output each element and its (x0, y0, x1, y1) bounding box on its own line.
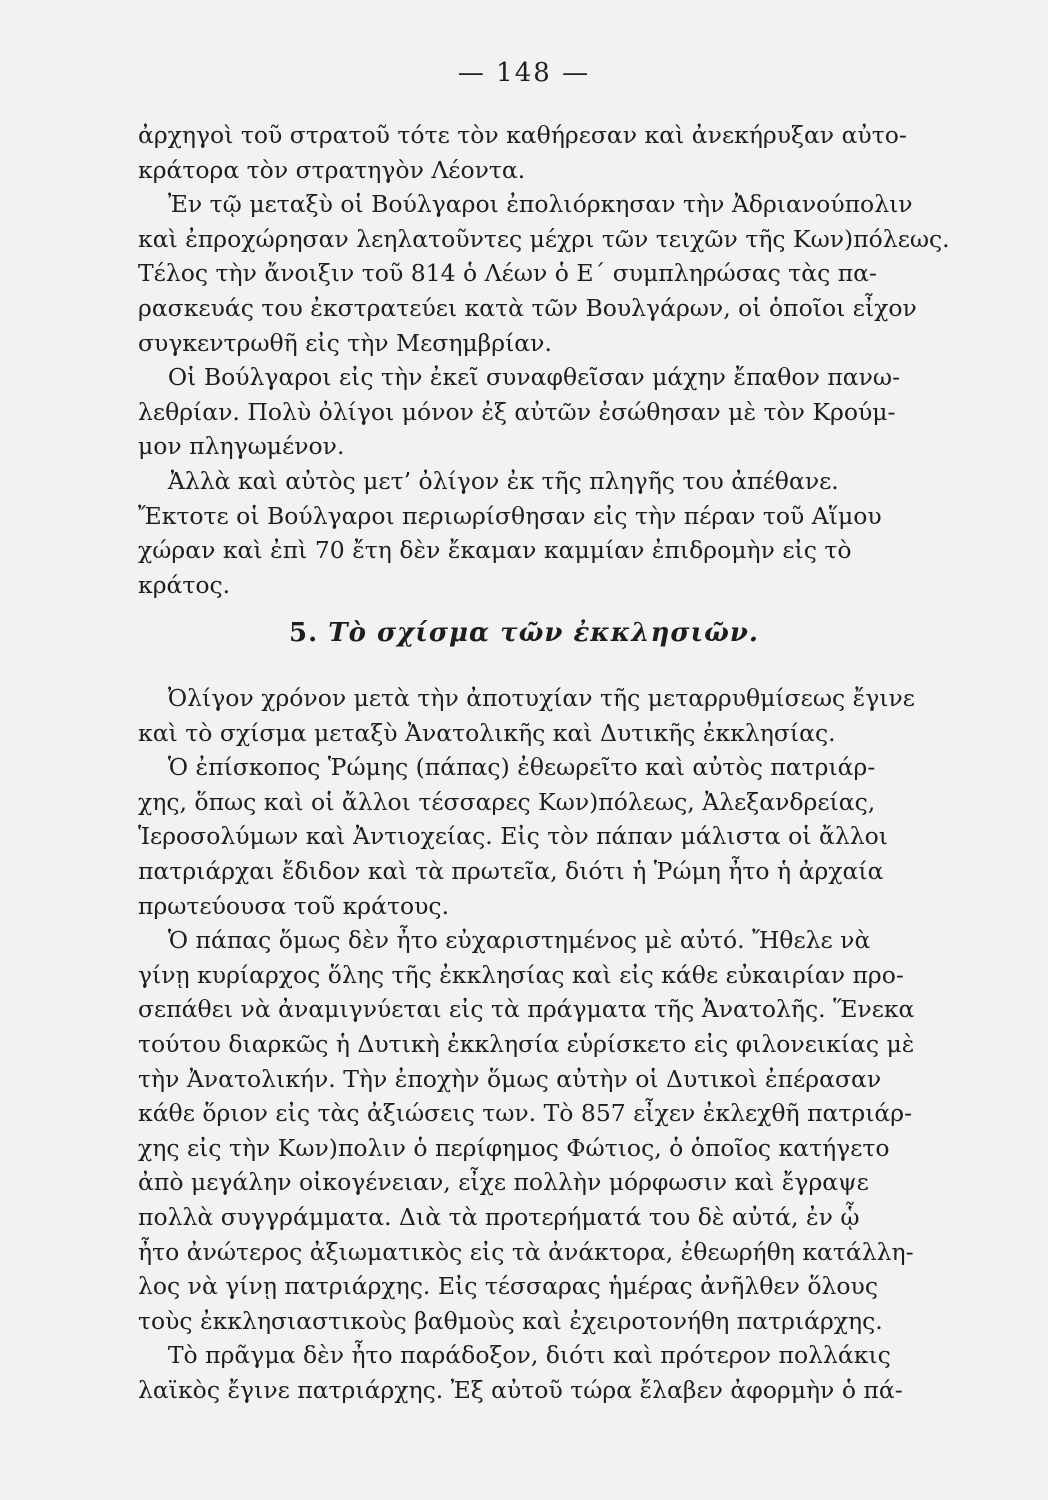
section-heading (0, 618, 1048, 648)
text-line: χης, ὅπως καὶ οἱ ἄλλοι τέσσαρες Κων)πόλεως, Ἀλεξανδρείας, (138, 787, 876, 816)
text-line: Ἐν τῷ μεταξὺ οἱ Βούλγαροι ἐπολιόρκησαν τὴν Ἀδριανούπολιν (138, 190, 913, 219)
text-line: μον πληγωμένον. (138, 432, 345, 461)
text-line: ἀρχηγοὶ τοῦ στρατοῦ τότε τὸν καθήρεσαν καὶ ἀνεκήρυξαν αὐτο- (138, 121, 907, 149)
text-line: συγκεντρωθῆ εἰς τὴν Μεσημβρίαν. (138, 328, 552, 357)
text-line: ἀπὸ μεγάλην οἰκογένειαν, εἶχε πολλὴν μόρφωσιν καὶ ἔγραψε (138, 1168, 869, 1197)
text-line: πολλὰ συγγράμματα. Διὰ τὰ προτερήματά του δὲ αὐτά, ἐν ᾧ (138, 1202, 860, 1231)
text-line: κράτος. (138, 570, 231, 599)
text-line: Ὁ ἐπίσκοπος Ῥώμης (πάπας) ἐθεωρεῖτο καὶ αὐτὸς πατριάρ- (138, 753, 876, 782)
text-line: γίνῃ κυρίαρχος ὅλης τῆς ἐκκλησίας καὶ εἰς κάθε εὐκαιρίαν προ- (138, 960, 904, 989)
text-line: λος νὰ γίνῃ πατριάρχης. Εἰς τέσσαρας ἡμέρας ἀνῆλθεν ὅλους (138, 1272, 878, 1301)
text-line: κράτορα τὸν στρατηγὸν Λέοντα. (138, 155, 526, 184)
text-line: Οἱ Βούλγαροι εἰς τὴν ἐκεῖ συναφθεῖσαν μάχην ἔπαθον πανω- (138, 363, 901, 392)
text-line: πρωτεύουσα τοῦ κράτους. (138, 891, 450, 920)
text-line: ἦτο ἀνώτερος ἀξιωματικὸς εἰς τὰ ἀνάκτορα, ἐθεωρήθη κατάλλη- (138, 1237, 914, 1266)
text-line: χης εἰς τὴν Κων)πολιν ὁ περίφημος Φώτιος, ὁ ὁποῖος κατήγετο (138, 1133, 890, 1162)
text-line: Ἔκτοτε οἱ Βούλγαροι περιωρίσθησαν εἰς τὴν πέραν τοῦ Αἵμου (138, 501, 882, 530)
text-block-church-schism (138, 681, 986, 1407)
text-line: Ἀλλὰ καὶ αὐτὸς μετ’ ὀλίγον ἐκ τῆς πληγῆς του ἀπέθανε. (138, 466, 839, 495)
text-line: τὴν Ἀνατολικήν. Τὴν ἐποχὴν ὅμως αὐτὴν οἱ Δυτικοὶ ἐπέρασαν (138, 1064, 882, 1093)
text-line: πατριάρχαι ἔδιδον καὶ τὰ πρωτεῖα, διότι ἡ Ῥώμη ἦτο ἡ ἀρχαία (138, 856, 884, 885)
text-line: καὶ ἐπροχώρησαν λεηλατοῦντες μέχρι τῶν τειχῶν τῆς Κων)πόλεως. (138, 224, 950, 253)
text-line: ρασκευάς του ἐκστρατεύει κατὰ τῶν Βουλγάρων, οἱ ὁποῖοι εἶχον (138, 293, 917, 322)
text-line: Ὀλίγον χρόνον μετὰ τὴν ἀποτυχίαν τῆς μεταρρυθμίσεως ἔγινε (138, 684, 915, 712)
text-line: λεθρίαν. Πολὺ ὀλίγοι μόνον ἐξ αὐτῶν ἐσώθησαν μὲ τὸν Κρούμ- (138, 397, 896, 426)
text-line: Τὸ πρᾶγμα δὲν ἦτο παράδοξον, διότι καὶ πρότερον πολλάκις (138, 1341, 891, 1370)
text-line: καὶ τὸ σχίσμα μεταξὺ Ἀνατολικῆς καὶ Δυτικῆς ἐκκλησίας. (138, 718, 836, 747)
page-number: — 148 — (457, 58, 591, 88)
text-line: τοὺς ἐκκλησιαστικοὺς βαθμοὺς καὶ ἐχειροτονήθη πατριάρχης. (138, 1306, 883, 1335)
section-number: 5. (289, 618, 319, 648)
text-line: Ἱεροσολύμων καὶ Ἀντιοχείας. Εἰς τὸν πάπαν μάλιστα οἱ ἄλλοι (138, 822, 888, 851)
section-title: Τὸ σχίσμα τῶν ἐκκλησιῶν. (328, 618, 759, 648)
text-line: χώραν καὶ ἐπὶ 70 ἔτη δὲν ἔκαμαν καμμίαν ἐπιδρομὴν εἰς τὸ (138, 536, 852, 565)
text-line: Ὁ πάπας ὅμως δὲν ἦτο εὐχαριστημένος μὲ αὐτό. Ἤθελε νὰ (138, 926, 871, 955)
text-block-byzantine-bulgarian-war (138, 118, 986, 602)
text-line: κάθε ὅριον εἰς τὰς ἀξιώσεις των. Τὸ 857 εἶχεν ἐκλεχθῆ πατριάρ- (138, 1099, 913, 1128)
text-line: σεπάθει νὰ ἀναμιγνύεται εἰς τὰ πράγματα τῆς Ἀνατολῆς. Ἕνεκα (138, 995, 915, 1024)
text-line: τούτου διαρκῶς ἡ Δυτικὴ ἐκκλησία εὑρίσκετο εἰς φιλονεικίας μὲ (138, 1029, 915, 1058)
text-line: λαϊκὸς ἔγινε πατριάρχης. Ἐξ αὐτοῦ τώρα ἔλαβεν ἀφορμὴν ὁ πά- (138, 1375, 903, 1404)
text-line: Τέλος τὴν ἄνοιξιν τοῦ 814 ὁ Λέων ὁ Ε΄ συμπληρώσας τὰς πα- (138, 259, 877, 288)
